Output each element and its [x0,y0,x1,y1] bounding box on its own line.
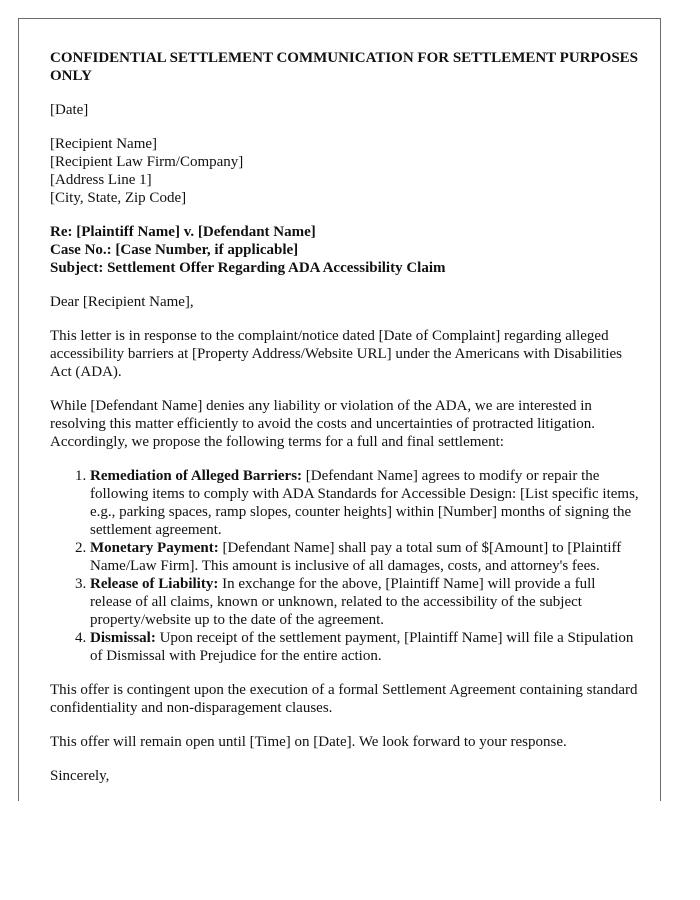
proposal-paragraph: While [Defendant Name] denies any liability or violation of the ADA, we are interested in resolving this matter efficiently to avoid the costs and uncertainties of protracted litigation. Accordingly, we propose the following terms for a full and final settlement: [50,398,595,450]
letter-page [18,18,661,801]
term-text: [Defendant Name] shall pay a total sum of $[Amount] to [Plaintiff Name/Law Firm]. This amount is inclusive of all damages, costs, and attorney's fees. [90,540,622,574]
closing: Sincerely, [50,768,110,784]
recipient-firm: [Recipient Law Firm/Company] [50,154,244,170]
letter-date: [Date] [50,102,89,118]
settlement-term [90,467,640,539]
salutation: Dear [Recipient Name], [50,294,194,310]
term-title: Release of Liability: [90,576,219,592]
settlement-term [90,629,640,665]
confidential-heading: CONFIDENTIAL SETTLEMENT COMMUNICATION FOR SETTLEMENT PURPOSES ONLY [50,50,639,84]
term-title: Dismissal: [90,630,156,646]
recipient-address [50,135,640,207]
settlement-terms-list [50,467,640,665]
deadline-paragraph: This offer will remain open until [Time] on [Date]. We look forward to your response. [50,734,567,750]
reference-block [50,223,640,277]
term-text: In exchange for the above, [Plaintiff Name] will provide a full release of all claims, known or unknown, related to the accessibility of the subject property/website up to the date of the agreement. [90,576,596,628]
recipient-address-line: [Address Line 1] [50,172,152,188]
term-title: Monetary Payment: [90,540,219,556]
letter-body [50,49,640,801]
term-title: Remediation of Alleged Barriers: [90,468,303,484]
recipient-name: [Recipient Name] [50,136,158,152]
case-number-line: Case No.: [Case Number, if applicable] [50,242,299,258]
recipient-city-state-zip: [City, State, Zip Code] [50,190,187,206]
settlement-term [90,575,640,629]
settlement-term [90,539,640,575]
subject-line: Subject: Settlement Offer Regarding ADA Accessibility Claim [50,260,446,276]
term-text: [Defendant Name] agrees to modify or repair the following items to comply with ADA Standards for Accessible Design: [List specific items, e.g., parking spaces, ramp slopes, counter heights] within [Number] months of signing the settlement agreement. [90,468,639,538]
intro-paragraph: This letter is in response to the complaint/notice dated [Date of Complaint] regarding alleged accessibility barriers at [Property Address/Website URL] under the Americans with Disabilities Act (ADA). [50,328,622,380]
term-text: Upon receipt of the settlement payment, [Plaintiff Name] will file a Stipulation of Dismissal with Prejudice for the entire action. [90,630,634,664]
contingency-paragraph: This offer is contingent upon the execution of a formal Settlement Agreement containing standard confidentiality and non-disparagement clauses. [50,682,638,716]
re-line: Re: [Plaintiff Name] v. [Defendant Name] [50,224,316,240]
